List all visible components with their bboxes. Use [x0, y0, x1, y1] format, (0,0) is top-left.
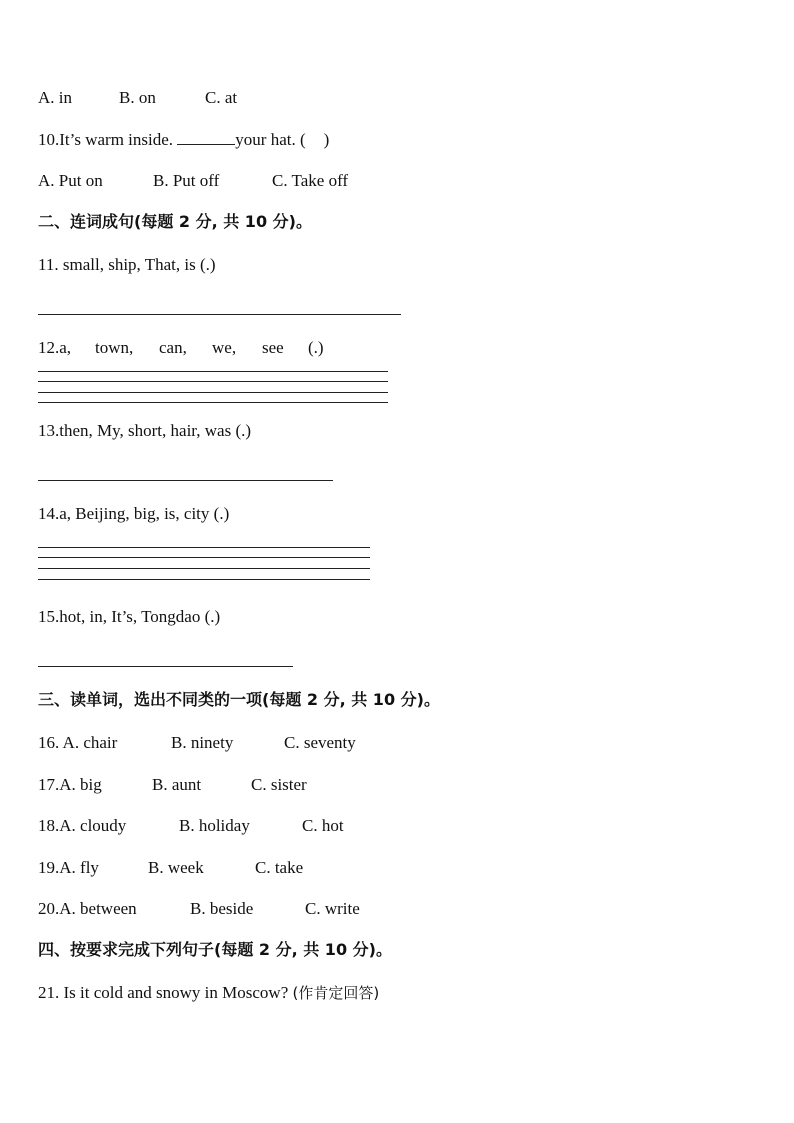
q14-answer-line-3[interactable] — [38, 568, 370, 569]
q20-row — [38, 899, 360, 919]
q10-options — [38, 171, 348, 191]
q10-option-b: B. Put off — [153, 171, 220, 190]
q10-question — [38, 130, 329, 150]
q18-row — [38, 816, 344, 836]
q19-option-c: C. take — [255, 858, 304, 877]
section2-heading: 二、连词成句(每题 2 分, 共 10 分)。 — [38, 212, 312, 231]
q16-option-c: C. seventy — [284, 733, 356, 752]
q12-word-1: 12.a, — [38, 338, 72, 357]
q15-prompt: 15.hot, in, It’s, Tongdao (.) — [38, 607, 221, 626]
q12-answer-line-3[interactable] — [38, 392, 388, 393]
q14-prompt: 14.a, Beijing, big, is, city (.) — [38, 504, 230, 523]
q9-option-b: B. on — [119, 88, 156, 107]
q9-options — [38, 88, 237, 108]
q14-answer-line-4[interactable] — [38, 579, 370, 580]
q21-text: 21. Is it cold and snowy in Moscow? — [38, 983, 293, 1002]
q13-prompt: 13.then, My, short, hair, was (.) — [38, 421, 252, 440]
q18-option-b: B. holiday — [179, 816, 250, 835]
q14-answer-line-2[interactable] — [38, 557, 370, 558]
q11-answer-line[interactable] — [38, 314, 401, 315]
q12-answer-line-4[interactable] — [38, 402, 388, 403]
section3-heading: 三、读单词，选出不同类的一项(每题 2 分, 共 10 分)。 — [38, 690, 440, 709]
q14-answer-line-1[interactable] — [38, 547, 370, 548]
q10-close-paren: ) — [323, 130, 330, 149]
section4-heading: 四、按要求完成下列句子(每题 2 分, 共 10 分)。 — [38, 940, 392, 959]
q20-option-b: B. beside — [190, 899, 254, 918]
q19-option-a: 19.A. fly — [38, 858, 99, 877]
q10-option-c: C. Take off — [272, 171, 349, 190]
q20-option-a: 20.A. between — [38, 899, 137, 918]
q10-answer-blank[interactable] — [177, 130, 235, 145]
q17-option-a: 17.A. big — [38, 775, 102, 794]
q18-option-c: C. hot — [302, 816, 344, 835]
q21-instruction: (作肯定回答) — [292, 984, 380, 1002]
q12-answer-line-1[interactable] — [38, 371, 388, 372]
q17-option-c: C. sister — [251, 775, 307, 794]
q10-text-after: your hat. ( — [235, 130, 306, 149]
q13-answer-line[interactable] — [38, 480, 333, 481]
q12-prompt — [38, 338, 324, 358]
q12-word-5: see — [262, 338, 284, 357]
q12-word-6: (.) — [308, 338, 324, 357]
q9-option-a: A. in — [38, 88, 72, 107]
q19-option-b: B. week — [148, 858, 204, 877]
q12-answer-line-2[interactable] — [38, 381, 388, 382]
q20-option-c: C. write — [305, 899, 360, 918]
q16-option-b: B. ninety — [171, 733, 234, 752]
q21-prompt — [38, 983, 379, 1003]
q12-word-4: we, — [212, 338, 237, 357]
q9-option-c: C. at — [205, 88, 238, 107]
q19-row — [38, 858, 303, 878]
q11-prompt: 11. small, ship, That, is (.) — [38, 255, 216, 274]
q18-option-a: 18.A. cloudy — [38, 816, 127, 835]
q12-word-3: can, — [159, 338, 187, 357]
q10-option-a: A. Put on — [38, 171, 103, 190]
q16-row — [38, 733, 356, 753]
q17-option-b: B. aunt — [152, 775, 202, 794]
q16-option-a: 16. A. chair — [38, 733, 118, 752]
q12-word-2: town, — [95, 338, 134, 357]
q10-text-before: 10.It’s warm inside. — [38, 130, 178, 149]
q17-row — [38, 775, 307, 795]
q15-answer-line[interactable] — [38, 666, 293, 667]
